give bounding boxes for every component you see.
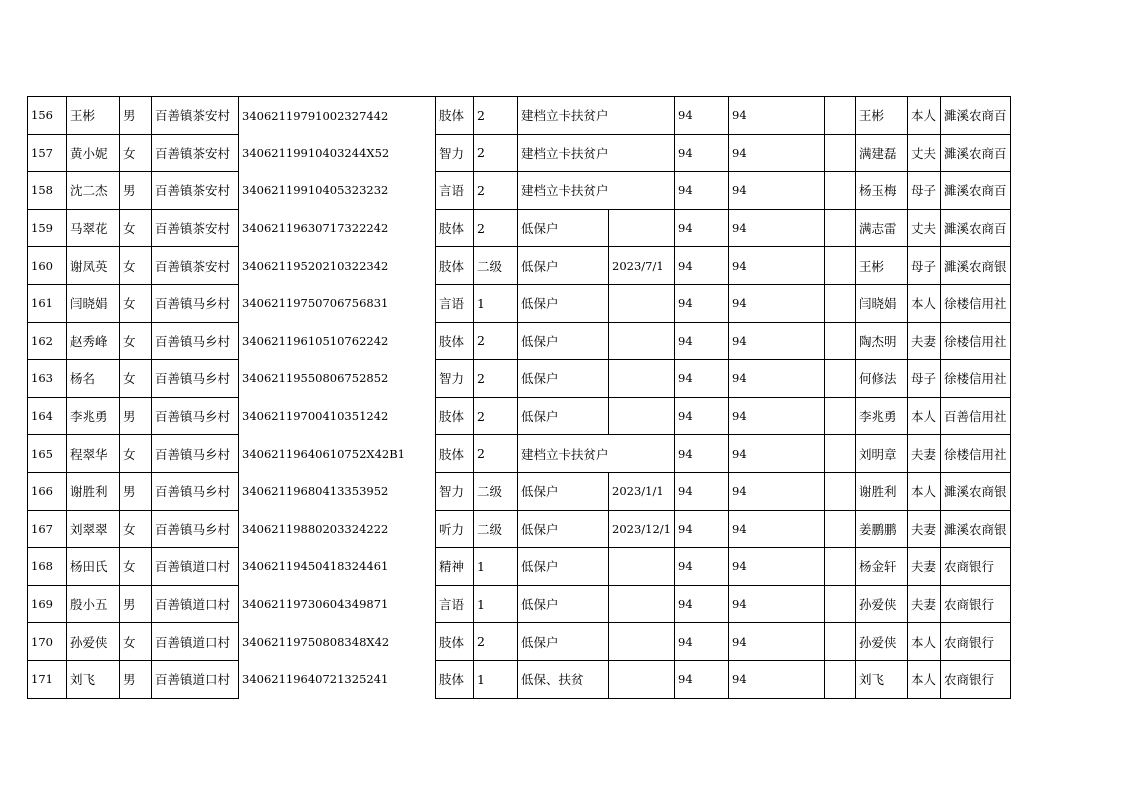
cell-date: 2023/1/1: [609, 472, 675, 510]
cell-name: 闫晓娟: [67, 284, 120, 322]
cell-name: 王彬: [67, 97, 120, 135]
cell-id-number: 34062119520210322342: [239, 247, 436, 285]
table-row: [28, 172, 1011, 210]
cell-disability-level: 2: [474, 97, 518, 135]
cell-category: 建档立卡扶贫户: [518, 435, 609, 473]
cell-id-number: 34062119910405323232: [239, 172, 436, 210]
cell-amount-a: 94: [675, 585, 729, 623]
cell-disability-level: 2: [474, 134, 518, 172]
cell-name: 刘翠翠: [67, 510, 120, 548]
cell-name: 刘飞: [67, 660, 120, 698]
cell-relation: 夫妻: [908, 322, 941, 360]
cell-bank: 濉溪农商银: [941, 472, 1011, 510]
cell-bank: 农商银行: [941, 585, 1011, 623]
cell-amount-b: 94: [729, 548, 825, 586]
cell-relation: 本人: [908, 660, 941, 698]
cell-disability-level: 1: [474, 660, 518, 698]
cell-date: [609, 548, 675, 586]
cell-village: 百善镇马乡村: [152, 397, 239, 435]
cell-bank: 农商银行: [941, 660, 1011, 698]
cell-index: 159: [28, 209, 67, 247]
table-row: [28, 209, 1011, 247]
cell-disability-type: 智力: [436, 472, 474, 510]
cell-bank: 农商银行: [941, 548, 1011, 586]
cell-id-number: 34062119730604349871: [239, 585, 436, 623]
cell-blank: [825, 510, 856, 548]
cell-index: 169: [28, 585, 67, 623]
cell-bank: 徐楼信用社: [941, 284, 1011, 322]
cell-date: 2023/7/1: [609, 247, 675, 285]
cell-date: [609, 172, 675, 210]
cell-category: 建档立卡扶贫户: [518, 172, 609, 210]
cell-blank: [825, 322, 856, 360]
cell-village: 百善镇马乡村: [152, 472, 239, 510]
cell-blank: [825, 623, 856, 661]
cell-village: 百善镇道口村: [152, 585, 239, 623]
cell-blank: [825, 397, 856, 435]
cell-relation: 夫妻: [908, 510, 941, 548]
cell-sex: 男: [120, 172, 152, 210]
cell-name: 杨田氏: [67, 548, 120, 586]
cell-sex: 男: [120, 585, 152, 623]
cell-contact-name: 满志雷: [856, 209, 908, 247]
cell-relation: 母子: [908, 247, 941, 285]
cell-disability-level: 2: [474, 435, 518, 473]
cell-blank: [825, 360, 856, 398]
cell-amount-a: 94: [675, 660, 729, 698]
cell-index: 158: [28, 172, 67, 210]
cell-category: 低保户: [518, 548, 609, 586]
cell-sex: 女: [120, 360, 152, 398]
cell-disability-type: 言语: [436, 585, 474, 623]
cell-name: 程翠华: [67, 435, 120, 473]
cell-contact-name: 王彬: [856, 97, 908, 135]
cell-disability-level: 二级: [474, 247, 518, 285]
cell-blank: [825, 548, 856, 586]
cell-name: 谢胜利: [67, 472, 120, 510]
cell-disability-type: 肢体: [436, 435, 474, 473]
cell-bank: 濉溪农商百: [941, 209, 1011, 247]
cell-name: 殷小五: [67, 585, 120, 623]
cell-amount-a: 94: [675, 322, 729, 360]
cell-id-number: 34062119640610752X42B1: [239, 435, 436, 473]
cell-village: 百善镇茶安村: [152, 209, 239, 247]
cell-name: 黄小妮: [67, 134, 120, 172]
cell-index: 164: [28, 397, 67, 435]
cell-relation: 本人: [908, 97, 941, 135]
cell-amount-b: 94: [729, 284, 825, 322]
cell-village: 百善镇马乡村: [152, 284, 239, 322]
cell-date: [609, 397, 675, 435]
cell-index: 160: [28, 247, 67, 285]
cell-relation: 本人: [908, 623, 941, 661]
cell-disability-level: 2: [474, 397, 518, 435]
cell-date: [609, 660, 675, 698]
cell-sex: 女: [120, 247, 152, 285]
cell-blank: [825, 284, 856, 322]
cell-index: 156: [28, 97, 67, 135]
cell-id-number: 34062119680413353952: [239, 472, 436, 510]
cell-disability-type: 听力: [436, 510, 474, 548]
cell-amount-a: 94: [675, 435, 729, 473]
cell-amount-a: 94: [675, 623, 729, 661]
cell-disability-type: 智力: [436, 134, 474, 172]
cell-village: 百善镇茶安村: [152, 134, 239, 172]
cell-amount-a: 94: [675, 397, 729, 435]
cell-bank: 濉溪农商银: [941, 510, 1011, 548]
cell-relation: 本人: [908, 397, 941, 435]
table-row: [28, 585, 1011, 623]
table-row: [28, 397, 1011, 435]
cell-date: [609, 360, 675, 398]
cell-category: 低保户: [518, 397, 609, 435]
cell-date: [609, 209, 675, 247]
cell-name: 杨名: [67, 360, 120, 398]
cell-bank: 濉溪农商百: [941, 97, 1011, 135]
cell-name: 谢凤英: [67, 247, 120, 285]
cell-bank: 濉溪农商百: [941, 134, 1011, 172]
cell-name: 孙爱侠: [67, 623, 120, 661]
cell-relation: 丈夫: [908, 134, 941, 172]
table-row: [28, 660, 1011, 698]
cell-date: [609, 435, 675, 473]
cell-id-number: 34062119791002327442: [239, 97, 436, 135]
cell-amount-b: 94: [729, 247, 825, 285]
cell-disability-level: 二级: [474, 510, 518, 548]
table-row: [28, 472, 1011, 510]
table-row: [28, 435, 1011, 473]
cell-village: 百善镇茶安村: [152, 247, 239, 285]
cell-amount-a: 94: [675, 472, 729, 510]
cell-id-number: 34062119750706756831: [239, 284, 436, 322]
cell-amount-b: 94: [729, 322, 825, 360]
cell-disability-type: 肢体: [436, 397, 474, 435]
cell-disability-level: 1: [474, 585, 518, 623]
cell-disability-type: 精神: [436, 548, 474, 586]
data-grid: [27, 96, 1011, 699]
cell-amount-a: 94: [675, 284, 729, 322]
cell-village: 百善镇马乡村: [152, 322, 239, 360]
cell-id-number: 34062119450418324461: [239, 548, 436, 586]
table-row: [28, 623, 1011, 661]
cell-disability-level: 2: [474, 623, 518, 661]
cell-amount-b: 94: [729, 360, 825, 398]
cell-relation: 本人: [908, 284, 941, 322]
cell-blank: [825, 435, 856, 473]
cell-name: 赵秀峰: [67, 322, 120, 360]
cell-date: [609, 585, 675, 623]
cell-name: 沈二杰: [67, 172, 120, 210]
cell-blank: [825, 134, 856, 172]
cell-disability-type: 言语: [436, 284, 474, 322]
cell-category: 低保户: [518, 585, 609, 623]
cell-bank: 徐楼信用社: [941, 360, 1011, 398]
cell-village: 百善镇茶安村: [152, 172, 239, 210]
cell-amount-a: 94: [675, 510, 729, 548]
cell-disability-type: 肢体: [436, 97, 474, 135]
cell-contact-name: 满建磊: [856, 134, 908, 172]
cell-disability-level: 1: [474, 284, 518, 322]
cell-relation: 夫妻: [908, 585, 941, 623]
cell-disability-type: 肢体: [436, 660, 474, 698]
cell-relation: 本人: [908, 472, 941, 510]
cell-category: 低保户: [518, 623, 609, 661]
cell-index: 165: [28, 435, 67, 473]
cell-bank: 徐楼信用社: [941, 435, 1011, 473]
cell-sex: 女: [120, 548, 152, 586]
cell-contact-name: 刘明章: [856, 435, 908, 473]
cell-date: [609, 623, 675, 661]
cell-amount-b: 94: [729, 623, 825, 661]
cell-id-number: 34062119640721325241: [239, 660, 436, 698]
cell-index: 161: [28, 284, 67, 322]
cell-contact-name: 谢胜利: [856, 472, 908, 510]
cell-date: 2023/12/1: [609, 510, 675, 548]
cell-sex: 男: [120, 660, 152, 698]
cell-village: 百善镇马乡村: [152, 360, 239, 398]
cell-category: 建档立卡扶贫户: [518, 97, 609, 135]
cell-name: 马翠花: [67, 209, 120, 247]
cell-id-number: 34062119610510762242: [239, 322, 436, 360]
table-row: [28, 97, 1011, 135]
cell-amount-a: 94: [675, 360, 729, 398]
table-row: [28, 284, 1011, 322]
cell-sex: 女: [120, 284, 152, 322]
cell-blank: [825, 247, 856, 285]
table-row: [28, 247, 1011, 285]
cell-amount-a: 94: [675, 134, 729, 172]
cell-amount-a: 94: [675, 247, 729, 285]
cell-amount-b: 94: [729, 660, 825, 698]
cell-village: 百善镇道口村: [152, 623, 239, 661]
cell-sex: 女: [120, 322, 152, 360]
cell-bank: 濉溪农商百: [941, 172, 1011, 210]
cell-category: 低保、扶贫: [518, 660, 609, 698]
cell-category: 低保户: [518, 209, 609, 247]
cell-contact-name: 何修法: [856, 360, 908, 398]
table-row: [28, 322, 1011, 360]
cell-disability-level: 2: [474, 322, 518, 360]
cell-sex: 女: [120, 435, 152, 473]
cell-index: 163: [28, 360, 67, 398]
cell-disability-type: 言语: [436, 172, 474, 210]
cell-contact-name: 杨金轩: [856, 548, 908, 586]
cell-sex: 男: [120, 472, 152, 510]
cell-contact-name: 杨玉梅: [856, 172, 908, 210]
cell-disability-type: 肢体: [436, 322, 474, 360]
cell-amount-b: 94: [729, 472, 825, 510]
cell-blank: [825, 660, 856, 698]
cell-relation: 夫妻: [908, 435, 941, 473]
cell-disability-type: 肢体: [436, 623, 474, 661]
cell-contact-name: 闫晓娟: [856, 284, 908, 322]
cell-index: 168: [28, 548, 67, 586]
cell-amount-a: 94: [675, 97, 729, 135]
cell-index: 157: [28, 134, 67, 172]
cell-sex: 女: [120, 510, 152, 548]
cell-contact-name: 王彬: [856, 247, 908, 285]
cell-contact-name: 李兆勇: [856, 397, 908, 435]
cell-blank: [825, 472, 856, 510]
cell-sex: 男: [120, 97, 152, 135]
cell-bank: 徐楼信用社: [941, 322, 1011, 360]
cell-disability-level: 2: [474, 172, 518, 210]
cell-village: 百善镇茶安村: [152, 97, 239, 135]
cell-sex: 女: [120, 209, 152, 247]
cell-contact-name: 陶杰明: [856, 322, 908, 360]
cell-contact-name: 姜鹏鹏: [856, 510, 908, 548]
cell-date: [609, 97, 675, 135]
cell-category: 低保户: [518, 472, 609, 510]
cell-amount-b: 94: [729, 435, 825, 473]
cell-disability-type: 肢体: [436, 247, 474, 285]
cell-contact-name: 孙爱侠: [856, 623, 908, 661]
cell-disability-level: 2: [474, 209, 518, 247]
cell-relation: 母子: [908, 360, 941, 398]
cell-bank: 濉溪农商银: [941, 247, 1011, 285]
cell-relation: 丈夫: [908, 209, 941, 247]
cell-village: 百善镇马乡村: [152, 510, 239, 548]
cell-amount-b: 94: [729, 97, 825, 135]
table-row: [28, 510, 1011, 548]
cell-id-number: 34062119700410351242: [239, 397, 436, 435]
table-row: [28, 360, 1011, 398]
cell-date: [609, 322, 675, 360]
cell-contact-name: 孙爱侠: [856, 585, 908, 623]
cell-category: 建档立卡扶贫户: [518, 134, 609, 172]
cell-id-number: 340621197508083​48X42: [239, 623, 436, 661]
table-row: [28, 134, 1011, 172]
cell-blank: [825, 209, 856, 247]
cell-index: 171: [28, 660, 67, 698]
cell-blank: [825, 97, 856, 135]
cell-id-number: 34062119550806752852: [239, 360, 436, 398]
cell-index: 170: [28, 623, 67, 661]
cell-amount-a: 94: [675, 172, 729, 210]
cell-amount-a: 94: [675, 548, 729, 586]
cell-amount-b: 94: [729, 134, 825, 172]
cell-blank: [825, 172, 856, 210]
cell-disability-level: 2: [474, 360, 518, 398]
cell-index: 167: [28, 510, 67, 548]
cell-amount-b: 94: [729, 172, 825, 210]
cell-bank: 百善信用社: [941, 397, 1011, 435]
cell-amount-b: 94: [729, 510, 825, 548]
cell-category: 低保户: [518, 284, 609, 322]
table-row: [28, 548, 1011, 586]
spreadsheet-table: [27, 96, 1011, 699]
cell-category: 低保户: [518, 247, 609, 285]
cell-disability-level: 二级: [474, 472, 518, 510]
cell-relation: 母子: [908, 172, 941, 210]
cell-id-number: 340621199104032​44X52: [239, 134, 436, 172]
cell-contact-name: 刘飞: [856, 660, 908, 698]
cell-index: 166: [28, 472, 67, 510]
cell-sex: 女: [120, 623, 152, 661]
cell-amount-a: 94: [675, 209, 729, 247]
cell-village: 百善镇道口村: [152, 660, 239, 698]
cell-disability-type: 智力: [436, 360, 474, 398]
cell-amount-b: 94: [729, 209, 825, 247]
cell-category: 低保户: [518, 322, 609, 360]
cell-blank: [825, 585, 856, 623]
cell-category: 低保户: [518, 510, 609, 548]
cell-index: 162: [28, 322, 67, 360]
cell-id-number: 34062119630717322242: [239, 209, 436, 247]
cell-disability-type: 肢体: [436, 209, 474, 247]
cell-amount-b: 94: [729, 397, 825, 435]
cell-name: 李兆勇: [67, 397, 120, 435]
cell-amount-b: 94: [729, 585, 825, 623]
cell-relation: 夫妻: [908, 548, 941, 586]
cell-category: 低保户: [518, 360, 609, 398]
cell-sex: 女: [120, 134, 152, 172]
cell-village: 百善镇马乡村: [152, 435, 239, 473]
cell-sex: 男: [120, 397, 152, 435]
cell-date: [609, 134, 675, 172]
cell-bank: 农商银行: [941, 623, 1011, 661]
cell-date: [609, 284, 675, 322]
cell-village: 百善镇道口村: [152, 548, 239, 586]
cell-disability-level: 1: [474, 548, 518, 586]
cell-id-number: 34062119880203324222: [239, 510, 436, 548]
